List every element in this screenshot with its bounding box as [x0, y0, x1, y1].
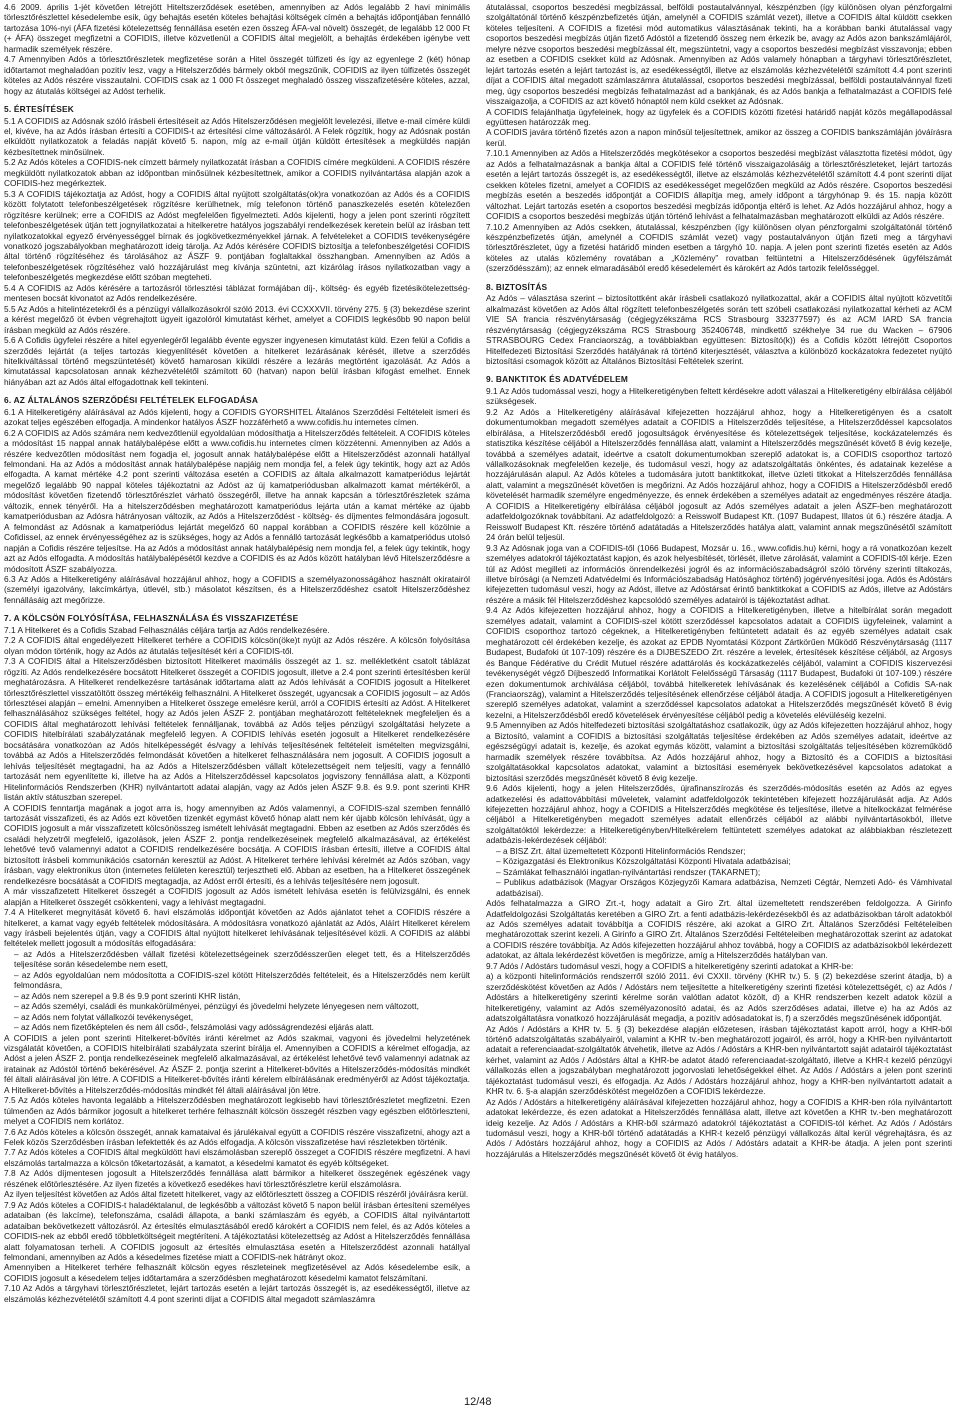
paragraph: 9.4 Az Adós kifejezetten hozzájárul ahhoz, hogy a COFIDIS a Hitelkeretigényben, illetve a hitelbírálat során megadott személyes adatait, valamint a COFIDIS-szel kötött szerződéssel kapcsolatos adatait a COFIDIS ügyfeleinek, valamint a COFIDIS csoporthoz tartozó cégeknek, a Hitelkeretigényben feltüntetett adatait és az egyéb személyes adatait csak meghatározott cél érdekében kezelje, és azokat az EPDB Nyomtatási Központ Zártkörűen Működő Részvénytársaság (1117 Budapest, Budafoki út 107-109) részére és a DIJBESZEDO Zrt. részére a levelek, értesítések készítése céljából, az Argosys és Banque Fédérative du Crédit Mutuel részére adattárolás és kockázatkezelés céljából, valamint a COFIDIS kiszervezési tevékenységét végző Díjbeszedő Informatikai Korlátolt Felelősségű Társaság (1117 Budapest, Budafoki út 107-109.) részére ezen dokumentumok archiválása céljából, továbbá hitelkeretek lehívásának és kezelésének céljából a Cofidis SA-nak (Franciaország), valamint a Hitelszerződés teljesítésének ellenőrzése céljából átadja. A COFIDIS jogosult a Hitelkeretigényen szereplő személyes adatokat, valamint a szerződéssel kapcsolatos adatokat a Hitelszerződés megszűnését követő 8 évig kezelni, a Hitelszerződésből eredő követelések érvényesítése céljából pedig a követelés elévüléséig kezelni.	[486, 605, 952, 720]
paragraph: 9.5 Amennyiben az Adós hitelfedezeti biztosítási szolgáltatáshoz csatlakozik, úgy az Adós kifejezetten hozzájárul ahhoz, hogy a Biztosító, valamint a COFIDIS a biztosítási szolgáltatás teljesítése érdekében az Adós személyes adatait, ideértve az egészségügyi adatait is, kezelje, és azokat egymás között, valamint a biztosítási szolgáltatás teljesítésében közreműködő harmadik személyek részére továbbítsa. Az Adós hozzájárul ahhoz, hogy a Biztosító és a COFIDIS a biztosítási szolgáltatásokkal kapcsolatos adatokat, valamint a biztosítási események bekövetkezésével kapcsolatos adatokat a biztosítási szerződés megszűnését követő 8 évig kezelje.	[486, 720, 952, 783]
paragraph: 5.3 A COFIDIS tájékoztatja az Adóst, hogy a COFIDIS által nyújtott szolgáltatás(ok)ra vonatkozóan az Adós és a COFIDIS között folytatott telefonbeszélgetések rögzítésre kerülhetnek, míg telefonon történő panaszkezelés esetén kötelezően rögzítésre kerülnek; erre a COFIDIS az Adóst megfelelően figyelmezteti. Adós kijelenti, hogy a jelen pont szerinti rögzített telefonbeszélgetések útján tett jognyilatkozatai a hitelkeretre hatályos jogszabályi rendelkezések keretein belül az írásban tett nyilatkozatokkal egyező érvényességgel bírnak és jogkövetkezményekkel járnak. A felvételeket a COFIDIS tevékenységére vonatkozó jogszabályokban meghatározott ideig tárolja. Az Adós kérésére COFIDIS biztosítja a telefonbeszélgetési COFIDIS által történő rögzítéséhez és tárolásához az ÁSZF 9. pontjában foglaltakkal összhangban. Amennyiben az Adós a telefonbeszélgetések rögzítéséhez való hozzájárulást meg kívánja szüntetni, azt kizárólag írásos nyilatkozatban vagy a telefonbeszélgetés megkezdése előtt szóban megteheti.	[4, 188, 470, 283]
paragraph: 5.5 Az Adós a hitelintézetekről és a pénzügyi vállalkozásokról szóló 2013. évi CCXXXVII. törvény 275. § (3) bekezdése szerint a kérést megelőző öt évben végrehajtott ügyeit igazolóról kimutatást kérhet, amelyet a COFIDIS legkésőbb 90 napon belül írásban megküld az Adós részére.	[4, 303, 470, 335]
paragraph: 9.2 Az Adós a Hitelkeretigény aláírásával kifejezetten hozzájárul ahhoz, hogy a Hitelkeretigényen és a csatolt dokumentumokban megadott személyes adatait a COFIDIS a Hitelszerződés teljesítése, a Hitelszerződéssel kapcsolatos elbírálása, a Hitelszerződésből eredő jogosultságok érvényesítése és kötelezettségek teljesítése, kockázatelemzés és statisztika készítése céljából a Hitelszerződés fennállása alatt, valamint a Hitelszerződés megszűnését követő 8 évig kezelje, továbbá a személyes adatait, ideértve a csatolt dokumentumokban szereplő adatokat is, a COFIDIS csoporthoz tartozó vállalkozásoknak megfelelően kezelje, és tudomásul veszi, hogy az adatszolgáltatás önkéntes, és adatainak kezelése a hozzájárulásán alapul. Az Adós köteles a tudomására jutott banktitkokat, illetve üzleti titkokat a Hitelszerződés fennállása alatt, valamint a megszűnését követően is megőrizni. Az Adós hozzájárul ahhoz, hogy a COFIDIS a Hitelszerződésből eredő követelését harmadik személyre engedményezze, és ennek érdekében a személyes adatait az engedményes részére átadja. A COFIDIS a Hitelkeretigény elbírálása céljából jogosult az Adós személyes adatait a jelen ÁSZF-ben meghatározott adatfeldolgozóknak továbbítani. Az adatfeldolgozó: a Reisswolf Budapest Kft. (1097 Budapest, Illatos út 6.) részére átadja. A Reisswolf Budapest Kft. részére történő adatátadás a Hitelszerződés hatálya alatt, valamint annak megszűnésétől számított 24 órán belül teljesül.	[486, 406, 952, 543]
paragraph: A COFIDIS felajánlhatja ügyfeleinek, hogy az ügyfelek és a COFIDIS közötti fizetési határidő napját közös megállapodással együttesen határozzák meg.	[486, 106, 952, 127]
paragraph: 4.7 Amennyiben Adós a törlesztőrészletek megfizetése során a Hitel összegét túlfizeti és így az egyenlege 2 (két) hónap időtartamot meghaladóan pozitív lesz, vagy a Hitelszerződés bármely okból megszűnik, COFIDIS az ilyen túlfizetés összegét köteles az Adós részére visszautalni. COFIDIS csak az 1 000 Ft összeget meghaladó összeg visszafizetésére köteles, azzal, hogy az átutalás költségei az Adóst terhelik.	[4, 54, 470, 96]
paragraph: 7.10.1 Amennyiben az Adós a Hitelszerződés megkötésekor a csoportos beszedési megbízást választotta fizetési módot, úgy az Adós a felhatalmazásnak a bankja által a COFIDIS felé történő visszaigazolásáig a törlesztőrészleteket, lejárt tartozás esetén a lejárt tartozás összegét is, az esedékességtől, illetve az elszámolás kézhezvételétől számított 4.4 pont szerinti díjat csekken köteles fizetni, amelyet a COFIDIS az esedékességet megelőzően megküld az Adós részére. Csoportos beszedési megbízás esetén a beszedés időpontját a COFIDIS állapítja meg, amely időpont a tárgyhónap 9. és 15. napja között változhat. Lejárt tartozás esetén a csoportos beszedési megbízás időpontja eltérő is lehet. Az Adós hozzájárul ahhoz, hogy a COFIDIS a csoportos beszedési megbízás útján történő lehívást a felhatalmazásban meghatározott elküldi az Adós részére.	[486, 148, 952, 222]
list-item: – az Adós nem folytat vállalkozói tevékenységet,	[14, 1011, 194, 1022]
paragraph: 7.4 A Hitelkeret megnyitását követő 6. havi elszámolás időpontját követően az Adós ajánlatot tehet a COFIDIS részére a hitelkeret, a kamat vagy egyéb feltételek módosítására. A módosításra vonatkozó ajánlatát az Adós, Aláírt Hitelkeret kérelem vagy írásbeli bejelentés útján, vagy a COFIDIS által nyújtott hitelkeret lehívásának teljesítésével közli. A COFIDIS az alábbi feltételek mellett jogosult a módosítás elfogadására:	[4, 907, 470, 949]
list-item: – Számlákat felhasználói ingatlan-nyilvántartási rendszer (TAKARNET);	[496, 866, 761, 877]
section-heading: 5. ÉRTESÍTÉSEK	[4, 104, 75, 115]
list-item: – Közigazgatási és Elektronikus Közszolgáltatási Központi Hivatala adatbázisai;	[496, 856, 791, 867]
section-heading: 9. BANKTITOK ÉS ADATVÉDELEM	[486, 374, 628, 385]
paragraph: 9.1 Az Adós tudomással veszi, hogy a Hitelkeretigényben feltett kérdésekre adott válaszai a Hitelkeretigény elbírálása céljából szükségesek.	[486, 385, 952, 407]
paragraph: Amennyiben a Hitelkeret terhére felhasznált kölcsön egyes részleteinek megfizetésével az Adós késedelembe esik, a COFIDIS jogosult a késedelem teljes időtartamára a szerződésben meghatározott késedelmi kamatot felszámítani.	[4, 1262, 470, 1283]
paragraph: 7.1 A Hitelkeret és a Cofidis Szabad Felhasználás céljára tartja az Adós rendelkezésére.	[4, 624, 330, 635]
paragraph: a) a központi hitelinformációs rendszerről szóló 2011. évi CXXII. törvény (KHR tv.) 5. § (2) bekezdése szerint átadja, b) a szerződéskötést követően az Adós / Adóstárs nem teljesítette a hitelkeretigény szerinti fizetési kötelezettségét, c) az Adós / Adóstárs a hitelkeretigény szerinti kérelme során valótlan adatot közölt, d) a KHR rendszerben kezelt adatok közül a hitelkeretigény, valamint az Adós személyazonosító adatai, és az Adós szerződéses adatai, illetve e) ha az Adós az adatszolgáltatásra vonatkozó hozzájárulását megadja, a pozitív adósadatokat is, f) a szerződés megszűnésének időpontját.	[486, 971, 952, 1024]
paragraph: 7.10.2 Amennyiben az Adós csekken, átutalással, készpénzben (így különösen olyan pénzforgalmi szolgáltatónál történő készpénzbefizetés útján, amelynél a COFIDIS számlát vezet) vagy postautalványon útján fizeti meg a tárgyhavi törlesztőrészletet, úgy a fizetési határidő minden esetben a tárgyhó 10. napja. A jelen pont szerinti fizetés esetén az Adós köteles az utalás közlemény rovatában a „Közlemény” rovatban feltüntetni a Hitelszerződésének ügyfélszámát (szerződésszám); az ennek elmaradásából eredő késedelemért és károkért az Adós tartozik felelősséggel.	[486, 221, 952, 274]
list-item: – Publikus adatbázisok (Magyar Országos Közjegyzői Kamara adatbázisa, Nemzeti Cégtár, Nemzeti Adó- és Vámhivatal adatbázisai).	[496, 877, 952, 898]
paragraph: 9.6 Adós kijelenti, hogy a jelen Hitelszerződés, újrafinanszírozás és szerződés-módosítás esetén az Adós az egyes adatkezelési és adattovábbítási műveletek, valamint adatfeldolgozók tekintetében kifejezett hozzájárulását adja. Az Adós kifejezetten hozzájárul ahhoz, hogy a COFIDIS a Hitelszerződés megkötése és teljesítése, illetve a hitelkockázat felmérése céljából a Hitelkeretigényben megadott személyes adatait ellenőrzés céljából az alábbi nyilvántartásokból, illetve szolgáltatóktól lekérdezze: a Hitelkeretigényben/Hitelkérelem feltüntetett személyes adatokat az alábbiakban részletezett adatbázis-lekérdezések céljából:	[486, 783, 952, 846]
list-item: – az Adós személyi, családi és munkakörülményei, pénzügyi és jövedelmi helyzete lényegesen nem változott,	[14, 1001, 419, 1012]
paragraph: 7.8 Az Adós díjmentesen jogosult a Hitelszerződés fennállása alatt bármikor a hitelkeret összegének egészének vagy részének előtörlesztésére. Az ilyen fizetés a következő esedékes havi törlesztőrészletre kerül elszámolásra.	[4, 1168, 470, 1189]
list-item: – az Adós nem fizetőképtelen és nem áll csőd-, felszámolási vagy adósságrendezési eljárás alatt.	[14, 1022, 374, 1033]
list-item: – az Adós egyoldalúan nem módosította a COFIDIS-szel kötött Hitelszerződés feltételeit, és a Hitelszerződés nem került felmondásra,	[14, 969, 470, 991]
paragraph: 7.10 Az Adós a tárgyhavi törlesztőrészletet, lejárt tartozás esetén a lejárt tartozás összegét is, az esedékességtől, illetve az elszámolás kézhezvételétől számított 4.4 pont szerinti díjat a COFIDIS által megadott számlaszámra	[4, 1283, 470, 1304]
paragraph: A COFIDIS a jelen pont szerinti Hitelkeret-bővítés iránti kérelmet az Adós szakmai, vagyoni és jövedelmi helyzetének vizsgálatát követően, a COFIDIS hitelbírálati szabályzata szerint bírálja el. Amennyiben a COFIDIS a kérelmet elfogadja, az Adóst a jelen ÁSZF 2. pontja rendelkezéseinek megfelelő alkalmazásával, az értékelést lehetővé tevő valamennyi adatnak az iratainak az Adóstól történő bekérésével. Az ÁSZF 2. pontja szerint a Hitelkeret-bővítés a Hitelszerződés-módosítás mindkét fél általi aláírásával jön létre. A COFIDIS a Hitelkeret-bővítés iránti kérelem elbírálásának eredményéről az Adóst tájékoztatja. A Hitelkeret-bővítés a Hitelszerződés-módosítás mindkét fél általi aláírásával jön létre.	[4, 1032, 470, 1095]
right-text-column	[486, 2, 952, 1407]
paragraph: 5.6 A Cofidis ügyfelei részére a hitel egyenlegéről legalább évente egyszer ingyenesen kimutatást küld. Ezen felül a Cofidis a szerződés lejártát (a teljes tartozás kiegyenlítését követően a hitelkeret lezárásának kérését, illetve a szerződés hitelkiváltással történő megszüntetését) követő hamarosan kiküldi részére a lezárás megtörtént igazolását. Az Adós a kimutatással kapcsolatosan annak kézhezvételétől számított 60 (hatvan) napon belül írásban kifogást emelhet. Ennek hiányában azt az Adós által elfogadottnak kell tekinteni.	[4, 335, 470, 387]
paragraph: 4.6 2009. április 1-jét követően létrejött Hiteltszerződések esetében, amennyiben az Adós legalább 2 havi minimális törlesztőrészlettel késedelembe esik, úgy behajtás esetén köteles behajtási költségek címén a behajtás időpontjában fennálló tartozása 10%-nyi (ÁFA fizetési kötelezettség fennállása esetén ezen összeg ÁFA-val növelt) összegét, de legalább 12 000 Ft (+ ÁFA) összeget megfizetni a COFIDIS, illetve közvetlenül a COFIDIS által megjelölt, a behajtás érdekében igénybe vett harmadik személyek részére.	[4, 2, 470, 54]
paragraph: 7.2 A COFIDIS által engedélyezett Hitelkeret terhére a COFIDIS kölcsön(öke)t nyújt az Adós részére. A kölcsön folyósítása olyan módon történik, hogy az Adós az átutalás teljesítését kéri a COFIDIS-től.	[4, 635, 470, 656]
paragraph: 6.1 A Hitelkeretigény aláírásával az Adós kijelenti, hogy a COFIDIS GYORSHITEL Általános Szerződési Feltételeit ismeri és azokat teljes egészében elfogadja. A mindenkor hatályos ÁSZF hozzáférhető a www.cofidis.hu internetes címen.	[4, 406, 470, 428]
paragraph: 9.7 Adós / Adóstárs tudomásul veszi, hogy a COFIDIS a hitelkeretigény szerinti adatokat a KHR-be:	[486, 960, 854, 971]
paragraph: 6.2 A COFIDIS az Adós számára nem kedvezőtlenül egyoldalúan módosíthatja a Hitelszerződés feltételeit. A COFIDIS köteles a módosítást 15 nappal annak hatálybalépése előtt a www.cofidis.hu internetes címen közzétenni. Amennyiben az Adós a részére kedvezőtlen módosítást nem fogadja el, jogosult annak hatálybalépése előtt a Hitelszerződést azonnali hatállyal felmondani. Ha az Adós a módosítást annak hatálybalépése napjáig nem mondja fel, a felek úgy tekintik, hogy azt az Adós elfogadta. A kamat mértéke 4.2 pont szerinti változása esetén a COFIDIS az általa alkalmazott kamatperiódus lejártát megelőző legalább 90 nappal köteles tájékoztatni az Adóst az új kamatperiódusban alkalmazott kamat mértékéről, a módosítást követően fizetendő törlesztőrészlet várható összegéről, illetve ha annak kapcsán a törlesztőrészletek száma változik, ennek tényéről. Ha a hitelszerződésben meghatározott kamatperiódus lejárta után a kamat mértéke az újabb kamatperiódusban az Adósra hátrányosan változik, az Adós a Hitelszerződést - költség- és díjmentes felmondására jogosult. A felmondást az Adósnak a kamatperiódus lejártát megelőző 60 nappal korábban a COFIDIS részére kell közölnie a Cofidissel, az ennek érvényességéhez az is szükséges, hogy az Adós a fennálló tartozását legkésőbb a kamatperiódus utolsó napján a Cofidis részére teljesítse. Ha az Adós a módosítást annak hatálybalépésig nem mondja fel, a felek úgy tekintik, hogy azt az Adós elfogadta. A módosítás hatálybalépésétől kezdve a COFIDIS és az Adós között hatályban lévő Hitelszerződésre a módosított ÁSZF szabályozza.	[4, 427, 470, 574]
page-number: 12/48	[464, 1396, 492, 1408]
paragraph: A COFIDIS fenntartja magának a jogot arra is, hogy amennyiben az Adós valamennyi, a COFIDIS-szal szemben fennálló tartozását visszafizeti, és az Adós ezt követően tizenkét egymást követő hónap alatt nem kér újabb kölcsön lehívását, úgy a COFIDIS jogosult a már visszafizetett kölcsönösszeg ismételt lehívását megtagadni. Ebben az esetben az Adós szerződés és családi helyzetről megfelelő, igazolások, jelen ÁSZF 2. pontja rendelkezéseinek megfelelő alkalmazásával, az értékelést lehetővé tevő valamennyi adatot a COFIDIS rendelkezésére bocsátja. A COFIDIS írásban értesíti, illetve a COFIDIS által biztosított írásbeli kommunikációs csatornán keresztül az Adóst. A Hitelkeret terhére lehívási kérelmét az Adós szóban, vagy írásban, vagy elektronikus úton (internetes felületen keresztül) terjesztheti elő. Abban az esetben, ha a Hitelkeret összegének rendelkezésre bocsátását a COFIDIS megtagadja, az Adóst erről értesíti, és a lehívás teljesítésére nem jogosult.	[4, 802, 470, 886]
paragraph: átutalással, csoportos beszedési megbízással, belföldi postautalvánnyal, készpénzben (így különösen olyan pénzforgalmi szolgáltatónál történő készpénzbefizetés útján, amelynél a COFIDIS számlát vezet), illetve a COFIDIS által küldött csekken köteles teljesíteni. A COFIDIS a fizetési mód automatikus választásának tekinti, ha a korábban banki átutalással vagy csoportos beszedési megbízás útján fizető Adóstól a fizetendő összeg nem érkezik be, avagy az Adós azon bankszámlájáról, melyre nézve csoportos beszedési megbízással élt, megszüntetni, vagy a csoportos beszedési megbízást visszavonja; ebben az esetben a COFIDIS csekket küld az Adósnak. Amennyiben az Adós valamely hónapban a tárgyhavi törlesztőrészletet, lejárt tartozás esetén a lejárt tartozást is, az esedékességtől, illetve az elszámolás kézhezvételétől számított 4.4 pont szerinti díjat a COFIDIS által megadott számlaszámra átutalással, csoportos beszedési megbízással, belföldi postautalvánnyal fizeti meg, úgy csoportos beszedési megbízás felhatalmazást ad a bankjának, és az Adós bankja a felhatalmazást a COFIDIS felé visszaigazolja, a COFIDIS az azt követő hónaptól nem küld csekket az Adósnak.	[486, 2, 952, 107]
paragraph: Az Adós / Adóstárs a KHR tv. 5. § (3) bekezdése alapján előzetesen, írásban tájékoztatást kapott arról, hogy a KHR-ből történő adatszolgáltatás szabályairól, valamint a KHR tv.-ben meghatározott jogairól, és arról, hogy a KHR-ben nyilvántartott adatait a referenciaadat-szolgáltatók átvehetik, illetve az Adós / Adóstárs a KHR-ben nyilvántartott saját adatairól tájékoztatást kérhet, valamint az Adós / Adóstárs által a KHR-be adatot átadó referenciaadat-szolgáltató, illetve a KHR-t kezelő pénzügyi vállalkozás ellen a jogszabályban meghatározott jogorvoslati lehetőségekkel élhet. Az Adós / Adóstárs a jelen pont szerinti tájékoztatást tudomásul veszi, és elfogadja. Az Adós / Adóstárs hozzájárul ahhoz, hogy a KHR-ben nyilvántartott adatait a KHR tv. 6. §-a alapján szerződéskötést megelőzően a COFIDIS lekérdezze.	[486, 1023, 952, 1097]
paragraph: 6.3 Az Adós a Hitelkeretigény aláírásával hozzájárul ahhoz, hogy a COFIDIS a személyazonosságához használt okiratairól (személyi igazolvány, lakcímkártya, útlevél, stb.) másolatot készítsen, és a Hitelszerződéshez csatolt Hitelszerződéshez fennállásáig azt megőrizze.	[4, 574, 470, 605]
list-item: – az Adós a Hitelszerződésben vállalt fizetési kötelezettségeinek szerződésszerűen eleget tett, és a Hitelszerződés teljesítése során késedelembe nem esett,	[14, 948, 470, 970]
paragraph: Az Adós – választása szerint – biztosítottként akár írásbeli csatlakozó nyilatkozattal, akár a COFIDIS által nyújtott közvetítői alkalmazást követően az Adós által rögzített telefonbeszélgetés során tett szóbeli csatlakozási nyilatkozattal kérheti az ACM VIE SA francia részvénytársaság (cégjegyzékszáma RCS Strasbourg 332377597) és az ACM IARD SA francia részvénytársaság (cégjegyzékszáma RCS Strasbourg 352406748, mindkettő székhelye 34 rue du Wacken – 67906 STRASBOURG Cedex Franciaország, a továbbiakban együttesen: Biztosító(k)) és a Cofidis között létrejött Csoportos Hitelfedezeti Biztosítási Szerződés hatályának rá történő kiterjesztését, választva a különböző kockázatokra fedezetet nyújtó biztosítási csomagok között az Általános Biztosítási Feltételek szerint.	[486, 293, 952, 366]
section-heading: 8. BIZTOSÍTÁS	[486, 281, 548, 292]
list-item: – az Adós nem szerepel a 9.8 és 9.9 pont szerinti KHR listán,	[14, 990, 241, 1001]
paragraph: Adós felhatalmazza a GIRO Zrt.-t, hogy adatait a Giro Zrt. által üzemeltetett rendszerében feldolgozza. A Girinfo Adatfeldolgozási Szolgáltatás keretében a GIRO Zrt. a fenti adatbázis-lekérdezésekből és az adatbázisokban tárolt adatokból az Adós személyes adatait továbbítja a COFIDIS részére, aki azokat a GIRO Zrt. Általános Szerződési Feltételeiben meghatározottak szerint kezeli. A Girinfo a GIRO Zrt. Általános Szerződési Feltételeiben meghatározottak szerint az adatokat a COFIDIS részére továbbítja. Az Adós kifejezetten hozzájárul ahhoz továbbá, hogy a COFIDIS az adatbázisokból lekérdezett adatokat, az általa lekérdezést követően is megőrizze, amíg a Hitelszerződés hatályban van.	[486, 898, 952, 961]
paragraph: 5.2 Az Adós köteles a COFIDIS-nek címzett bármely nyilatkozatát írásban a COFIDIS címére megküldeni. A COFIDIS részére megküldött nyilatkozatok abban az időpontban minősülnek kézbesítettnek, amikor a COFIDIS nyilvántartása alapján azok a COFIDIS-hez megérkeztek.	[4, 157, 470, 189]
section-heading: 6. AZ ÁLTALÁNOS SZERZŐDÉSI FELTÉTELEK ELFOGADÁSA	[4, 395, 259, 406]
section-heading: 7. A KÖLCSÖN FOLYÓSÍTÁSA, FELHASZNÁLÁSA ÉS VISSZAFIZETÉSE	[4, 613, 299, 624]
left-text-column	[4, 2, 470, 1407]
paragraph: Az ilyen teljesítést követően az Adós által fizetett hitelkeret, vagy az előtörlesztett összeg a COFIDIS részéről jóváírásra kerül.	[4, 1189, 469, 1200]
paragraph: A már visszafizetett Hitelkeret összegét a COFIDIS jogosult az Adós ismételt lehívása esetén is felülvizsgálni, és ennek alapján a Hitelkeret összegét csökkenteni, vagy a lehívást megtagadni.	[4, 886, 470, 907]
list-item: – a BISZ Zrt. által üzemeltetett Központi Hitelinformációs Rendszer;	[496, 845, 746, 856]
paragraph: 7.7 Az Adós köteles a COFIDIS által megküldött havi elszámolásban szereplő összeget a COFIDIS részére megfizetni. A havi elszámolás tartalmazza a kölcsön tőketartozását, a kamatot, a késedelmi kamatot és egyéb költségeket.	[4, 1147, 470, 1168]
paragraph: Az Adós / Adóstárs a hitelkeretigény aláírásával kifejezetten hozzájárul ahhoz, hogy a COFIDIS a KHR-ben róla nyilvántartott adatokat lekérdezze, és ezen adatokat a Hitelszerződés fennállása alatt, illetve azt követően a KHR tv.-ben meghatározott ideig kezelje. Az Adós / Adóstárs a KHR-ből származó adatokról tájékoztatást a COFIDIS-tól kérhet. Az Adós / Adóstárs tudomásul veszi, hogy a KHR-ből történő adatátadás a KHR-t kezelő pénzügyi vállalkozás által kerül végrehajtásra, és az Adós / Adóstárs hozzájárul ahhoz, hogy a COFIDIS az Adós / Adóstárs adatait a KHR-be átadja. A jelen pont szerinti hozzájárulás a Hitelszerződés megszűnését követő öt évig hatályos.	[486, 1096, 952, 1159]
paragraph: 7.6 Az Adós köteles a kölcsön összegét, annak kamataival és járulékaival együtt a COFIDIS részére visszafizetni, ahogy azt a Felek közös Szerződésben írásban lefektették és az Adós elfogadja. A kölcsön visszafizetése havi részletekben történik.	[4, 1126, 470, 1148]
paragraph: 7.3 A COFIDIS által a Hitelszerződésben biztosított Hitelkeret maximális összegét az 1. sz. mellékletként csatolt táblázat rögzíti. Az Adós rendelkezésére bocsátott Hitelkeret összegét a COFIDIS jogosult, illetve a 2.4 pont szerinti értesítésben kerül meghatározásra. A Hitelkeret rendelkezésre tartásának időtartama alatt az Adós lehívását a COFIDIS jogosult a Hitelkeret törlesztőrészlettel visszatöltött összeg mértékéig felhasználni. A Hitelkeret összegét, ugyancsak a COFIDIS jogosult – az Adós törlesztései alapján – emelni. Amennyiben a Hitelkeret összege emelésre kerül, arról a COFIDIS értesíti az Adóst. A Hitelkeret felhasználásához szükséges feltétel, hogy az Adós jelen ÁSZF 2. pontjában meghatározott feltételeknek megfeleljen és a COFIDIS által meghatározott lehívási feltételek fennálljanak, továbbá az Adós teljes pénzügyi szolgáltatási helyzete a COFIDIS hitelbírálati szabályzatának megfelelő legyen. A COFIDIS lehívás esetén jogosult a Hitelkeret rendelkezésére bocsátására vonatkozóan az Adós hitelképességét és/vagy a lehívás teljesítésének feltételeit ismételten megvizsgálni, továbbá az Adós a Hitelszerződés felmondását követően a hitelkeret felhasználására nem jogosult. A COFIDIS jogosult a lehívás teljesítését megtagadni, ha az Adós a Hitelszerződésben vállalt kötelezettségeit nem teljesíti, vagy a fennálló tartozását nem egyenlítette ki, illetve ha az Adós a Hitelszerződéssel kapcsolatos jogviszony fennállása alatt, a Központi Hitelinformációs Rendszerben (KHR) nyilvántartott adatai alapján, vagy az Adós jelen ÁSZF 9.8. és 9.9. pont szerinti KHR listán aktív státuszban szerepel.	[4, 656, 470, 803]
paragraph: 5.4 A COFIDIS az Adós kérésére a tartozásról törlesztési táblázat formájában díj-, költség- és egyéb fizetésikötelezettség-mentesen bocsát kivonatot az Adós rendelkezésére.	[4, 282, 470, 304]
paragraph: 7.9 Az Adós köteles a COFIDIS-t haladéktalanul, de legkésőbb a változást követő 5 napon belül írásban értesíteni személyes adataiban (és lakcíme), telefonszáma, családi állapota, a banki számlaszám és egyéb, a COFIDIS által nyilvántartott adataiban bekövetkezett változásról. Az értesítés elmulasztásából eredő károkért a COFIDIS nem felel, és az Adós köteles a COFIDIS-nek az ebből eredő többletköltségeit megtéríteni. A tájékoztatási kötelezettség az Adóst a Hitelszerződés fennállása alatt folyamatosan terheli. A COFIDIS jogosult az értesítés elmulasztása esetén a Hitelszerződést azonnali hatállyal felmondani, amennyiben az Adós a késedelmes fizetése miatt a COFIDIS-nek hátrányt okoz.	[4, 1199, 470, 1263]
paragraph: A COFIDIS javára történő fizetés azon a napon minősül teljesítettnek, amikor az összeg a COFIDIS bankszámláján jóváírásra kerül.	[486, 127, 952, 148]
paragraph: 9.3 Az Adósnak joga van a COFIDIS-től (1066 Budapest, Mozsár u. 16., www.cofidis.hu) kérni, hogy a rá vonatkozóan kezelt személyes adatokról tájékoztatást kapjon, és azok helyesbítését, törlését, illetve zárolását, valamint a COFIDIS-től kérje. Ezen túl az Adóst megilleti az információs önrendelkezési jogról és az információszabadságról szóló törvény szerinti tiltakozás, illetve bírósági (a Nemzeti Adatvédelmi és Információszabadság Hatósághoz történő) jogérvényesítési joga. Adós és Adóstárs kifejezetten tudomásul veszi, hogy az Adóst, illetve az Adóstársat érintő banktitkokat a COFIDIS az Adós, illetve az Adóstárs részére a másik fél Hitelszerződéshez kapcsolódó személyes adatairól is tájékoztatást adhat.	[486, 542, 952, 605]
paragraph: 5.1 A COFIDIS az Adósnak szóló írásbeli értesítéseit az Adós Hitelszerződésen megjelölt levelezési, illetve e-mail címére küldi el, kivéve, ha az Adós írásban értesíti a COFIDIS-t az értesítési címe változásáról. A Felek rögzítik, hogy az Adósnak postán elküldött nyilatkozatok a feladás napját követő 5. napon, míg az e-mail útján küldött értesítések a megküldés napján kézbesítettnek minősülnek.	[4, 115, 470, 157]
paragraph: 7.5 Az Adós köteles havonta legalább a Hitelszerződésben meghatározott legkisebb havi törlesztőrészletet megfizetni. Ezen túlmenően az Adós bármikor jogosult a hitelkeret terhére felhasznált kölcsön összegét részben vagy egészben előtörleszteni, melyet a COFIDIS nem korlátoz.	[4, 1095, 470, 1127]
